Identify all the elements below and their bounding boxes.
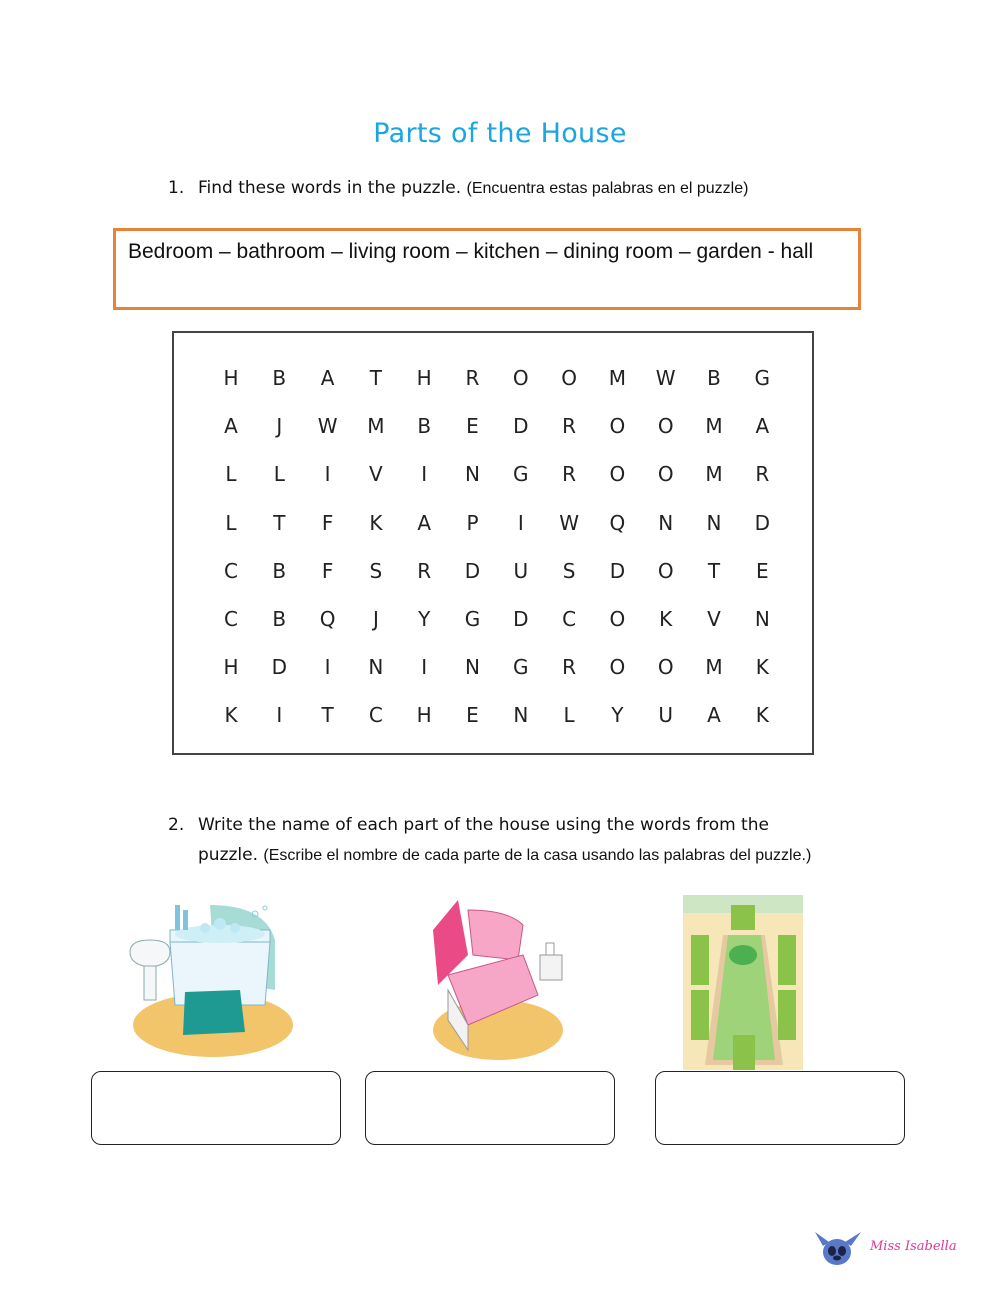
grid-letter: M xyxy=(705,462,723,487)
grid-letter: R xyxy=(417,558,432,583)
word-bank: Bedroom – bathroom – living room – kitchen – dining room – garden - hall xyxy=(113,228,861,310)
grid-letter: Q xyxy=(609,510,626,535)
grid-letter: O xyxy=(609,414,626,439)
grid-letter: I xyxy=(421,655,428,680)
grid-letter: W xyxy=(317,414,338,439)
grid-letter: O xyxy=(609,655,626,680)
grid-letter: O xyxy=(657,655,674,680)
instruction-text: Write the name of each part of the house using the words from the xyxy=(198,815,769,835)
grid-letter: I xyxy=(517,510,524,535)
grid-letter: I xyxy=(324,655,331,680)
grid-letter: O xyxy=(657,462,674,487)
grid-letter: K xyxy=(224,703,238,728)
grid-letter: B xyxy=(272,366,287,390)
answer-box-3[interactable] xyxy=(655,1071,905,1145)
grid-letter: B xyxy=(707,366,721,390)
grid-letter: L xyxy=(225,462,237,487)
grid-letter: I xyxy=(421,462,428,487)
grid-letter: W xyxy=(655,366,676,390)
grid-letter: R xyxy=(562,414,577,439)
grid-letter: K xyxy=(755,703,769,728)
grid-letter: S xyxy=(369,558,383,583)
grid-letter: S xyxy=(562,558,576,583)
grid-letter: A xyxy=(320,366,335,390)
dining-room-illustration xyxy=(683,895,803,1070)
grid-letter: K xyxy=(369,510,383,535)
grid-letter: D xyxy=(271,655,287,680)
grid-letter: F xyxy=(321,510,334,535)
grid-letter: D xyxy=(609,558,626,583)
grid-letter: G xyxy=(754,366,771,390)
answer-box-2[interactable] xyxy=(365,1071,615,1145)
grid-letter: U xyxy=(513,558,529,583)
grid-letter: C xyxy=(562,607,577,631)
grid-letter: N xyxy=(513,703,529,728)
grid-letter: C xyxy=(224,558,238,583)
grid-letter: K xyxy=(659,607,673,631)
grid-letter: T xyxy=(369,366,382,390)
grid-letter: C xyxy=(224,607,238,631)
grid-letter: A xyxy=(224,414,238,439)
instruction-translation: (Encuentra estas palabras en el puzzle) xyxy=(466,180,749,197)
grid-letter: R xyxy=(562,462,577,487)
grid-letter: H xyxy=(416,366,432,390)
grid-letter: Y xyxy=(611,703,624,728)
grid-letter: N xyxy=(706,510,722,535)
instruction-text: puzzle. xyxy=(198,845,258,865)
grid-letter: G xyxy=(513,655,529,680)
grid-letter: N xyxy=(465,462,480,487)
grid-letter: Q xyxy=(319,607,336,631)
grid-letter: E xyxy=(466,703,479,728)
grid-letter: P xyxy=(466,510,479,535)
instruction-text: Find these words in the puzzle. xyxy=(198,178,462,198)
grid-letter: O xyxy=(657,558,674,583)
grid-letter: B xyxy=(272,607,287,631)
grid-letter: R xyxy=(465,366,480,390)
grid-letter: K xyxy=(755,655,769,680)
grid-letter: D xyxy=(754,510,770,535)
grid-letter: J xyxy=(372,607,379,631)
grid-letter: M xyxy=(705,414,723,439)
grid-letter: N xyxy=(368,655,384,680)
grid-letter: M xyxy=(608,366,627,390)
grid-letter: L xyxy=(563,703,575,728)
grid-letter: O xyxy=(657,414,674,439)
grid-letter: I xyxy=(276,703,283,728)
grid-letter: H xyxy=(223,655,239,680)
grid-letter: U xyxy=(658,703,673,728)
grid-letter: L xyxy=(273,462,285,487)
grid-letter: V xyxy=(369,462,383,487)
grid-letter: H xyxy=(416,703,432,728)
instruction-number: 1. xyxy=(168,178,185,198)
grid-letter: F xyxy=(321,558,334,583)
grid-letter: D xyxy=(513,607,529,631)
grid-letter: A xyxy=(707,703,721,728)
grid-letter: T xyxy=(273,510,286,535)
grid-letter: H xyxy=(223,366,239,390)
grid-letter: D xyxy=(513,414,529,439)
grid-letter: T xyxy=(707,558,721,583)
grid-letter: A xyxy=(755,414,770,439)
grid-letter: N xyxy=(465,655,480,680)
grid-letter: V xyxy=(707,607,721,631)
grid-letter: G xyxy=(513,462,529,487)
grid-letter: R xyxy=(755,462,770,487)
grid-letter: B xyxy=(417,414,432,439)
grid-letter: O xyxy=(561,366,577,390)
grid-letter: M xyxy=(367,414,385,439)
instruction-1 xyxy=(168,173,748,204)
grid-letter: T xyxy=(321,703,334,728)
grid-letter: O xyxy=(512,366,529,390)
answer-box-1[interactable] xyxy=(91,1071,341,1145)
grid-letter: D xyxy=(464,558,481,583)
logo-text: Miss Isabella xyxy=(870,1239,957,1254)
grid-letter: O xyxy=(609,607,626,631)
grid-letter: E xyxy=(755,558,769,583)
page-title: Parts of the House xyxy=(373,118,627,149)
grid-letter: A xyxy=(417,510,432,535)
grid-letter: G xyxy=(464,607,481,631)
grid-letter: N xyxy=(658,510,674,535)
grid-letter: O xyxy=(609,462,626,487)
grid-letter: C xyxy=(368,703,383,728)
grid-letter: L xyxy=(225,510,237,535)
grid-letter: J xyxy=(276,414,283,439)
bedroom-illustration xyxy=(428,895,573,1065)
grid-letter: Y xyxy=(418,607,431,631)
grid-letter: W xyxy=(559,510,579,535)
instruction-number: 2. xyxy=(168,815,185,835)
grid-letter: N xyxy=(754,607,770,631)
instruction-2 xyxy=(168,810,868,871)
grid-letter: I xyxy=(324,462,331,487)
grid-letter: R xyxy=(562,655,577,680)
grid-letter: E xyxy=(466,414,479,439)
grid-letter: M xyxy=(705,655,723,680)
word-search-grid xyxy=(172,331,814,755)
instruction-translation: (Escribe el nombre de cada parte de la casa usando las palabras del puzzle.) xyxy=(263,847,812,864)
bathroom-illustration xyxy=(125,900,295,1060)
grid-letter: B xyxy=(272,558,287,583)
